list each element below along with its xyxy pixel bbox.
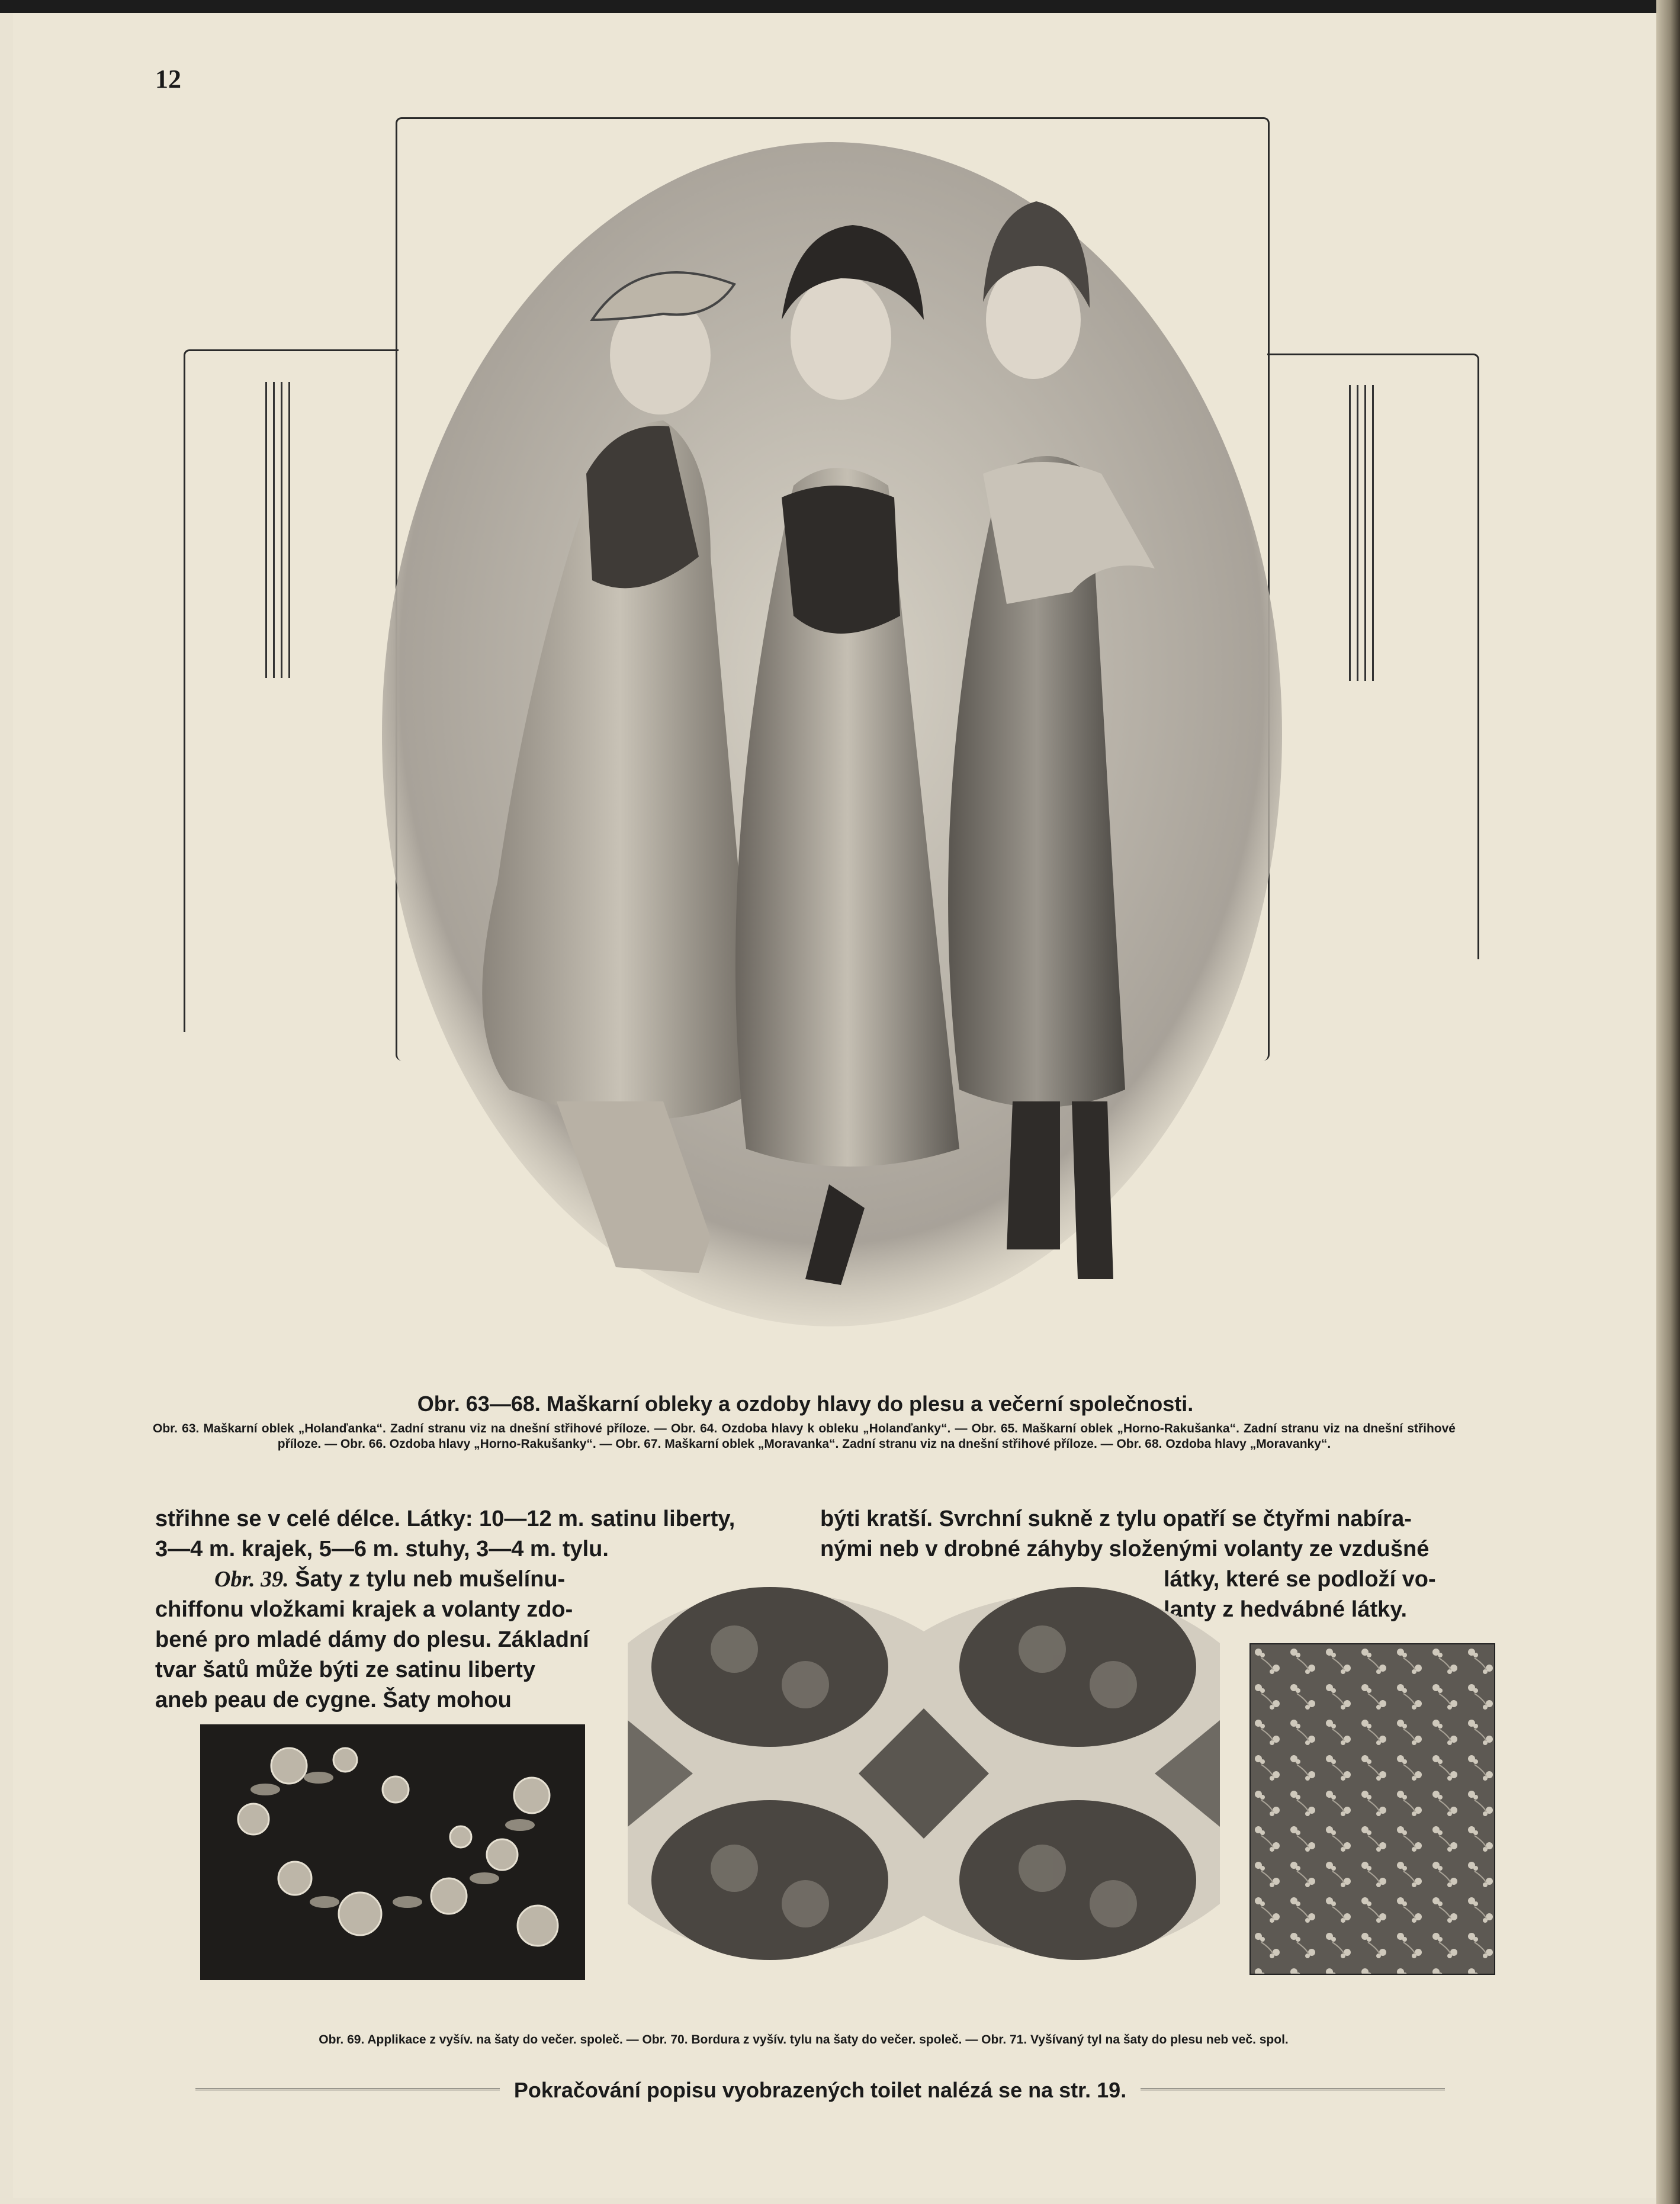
figure-main-title: Obr. 63—68. Maškarní obleky a ozdoby hlavy do plesu a večerní společnosti. (417, 1392, 1194, 1416)
text-left-line-2: 3—4 m. krajek, 5—6 m. stuhy, 3—4 m. tylu. (155, 1537, 609, 1562)
footer (195, 2073, 1445, 2108)
figure-main-caption: Obr. 63. Maškarní oblek „Holanďanka“. Zadní stranu viz na dnešní střihové příloze. — Obr. 64. Ozdoba hlavy k obleku „Holanďanky“. — Obr. 65. Maškarní oblek „Horno-Rakušanka“. Zadní stranu viz na dnešní střihové příloze. — Obr. 66. Ozdoba hlavy „Horno-Rakušanky“. — Obr. 67. Maškarní oblek „Moravanka“. Zadní stranu viz na dnešní střihové příloze. — Obr. 68. Ozdoba hlavy „Moravanky“. (153, 1422, 1456, 1451)
figures-bottom-caption: Obr. 69. Applikace z vyšív. na šaty do večer. společ. — Obr. 70. Bordura z vyšív. tylu na šaty do večer. společ. — Obr. 71. Vyšívaný tyl na šaty do plesu neb več. spol. (319, 2033, 1289, 2046)
embroidered-tulle-border-image (628, 1572, 1220, 1975)
embroidery-applique-image (200, 1724, 585, 1980)
text-left-block-line-5: aneb peau de cygne. Šaty mohou (155, 1688, 512, 1713)
scan-edge-top (0, 0, 1680, 13)
text-right-block-line-2: lanty z hedvábné látky. (1164, 1597, 1408, 1622)
footer-rule-left (195, 2089, 500, 2092)
text-left-block-line-3: bené pro mladé dámy do plesu. Základní (155, 1627, 589, 1652)
embroidered-tulle-image (1249, 1643, 1495, 1975)
text-right-line-1: býti kratší. Svrchní sukně z tylu opatří se čtyřmi nabíra- (820, 1506, 1412, 1531)
text-left-block-line-2: chiffonu vložkami krajek a volanty zdo- (155, 1597, 573, 1622)
frame-ornament-right (1349, 385, 1374, 681)
text-left-block-line-1: Obr. 39. Šaty z tylu neb mušelínu- (214, 1567, 566, 1592)
text-left-block-line-4: tvar šatů může býti ze satinu liberty (155, 1657, 535, 1682)
footer-rule-right (1141, 2089, 1445, 2092)
footer-text: Pokračování popisu vyobrazených toilet nalézá se na str. 19. (513, 2078, 1127, 2102)
text-right-line-2: nými neb v drobné záhyby složenými volanty ze vzdušné (820, 1537, 1430, 1562)
costume-illustration (332, 142, 1332, 1368)
text-right-block-line-1: látky, které se podloží vo- (1164, 1567, 1436, 1592)
obr-39-label: Obr. 39. (214, 1567, 289, 1592)
book-spine (1656, 0, 1680, 2204)
frame-ornament-left (265, 382, 290, 678)
text-left-line-1: střihne se v celé délce. Látky: 10—12 m. satinu liberty, (155, 1506, 735, 1531)
page-number: 12 (155, 65, 181, 94)
